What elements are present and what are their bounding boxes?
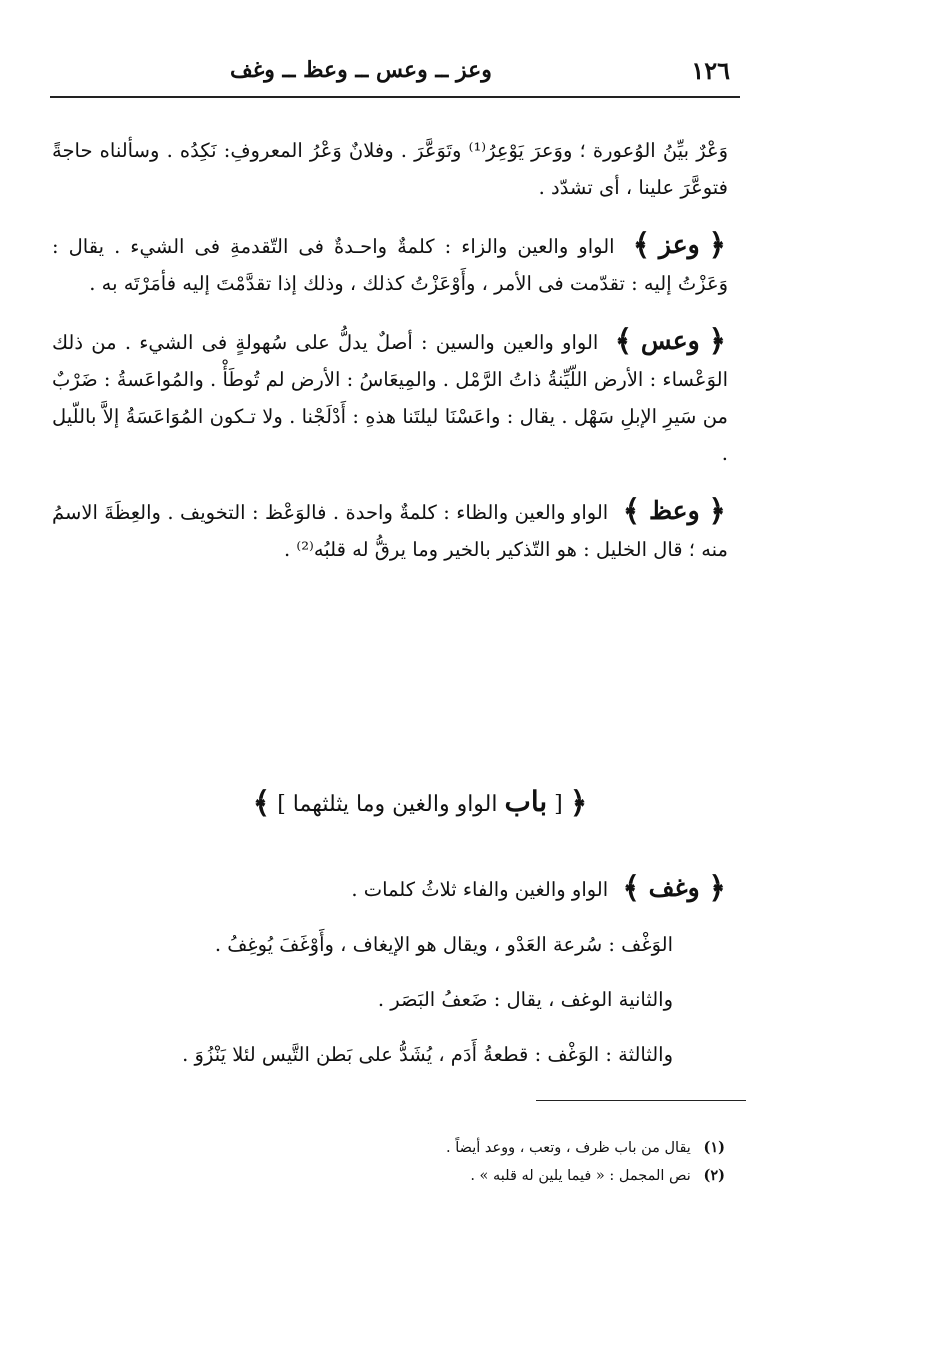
footnote-number: (٢) bbox=[703, 1167, 725, 1184]
paragraph-line: وَعْرٌ بيِّنُ الوُعورة ؛ ووَعرَ يَوْعِرُ⁽¹⁾ وتَوَعَّرَ . وفلانٌ وَعْرُ المعروفِ: نَكِدُه . bbox=[166, 139, 729, 162]
main-text bbox=[52, 132, 728, 568]
entry-waz bbox=[52, 226, 728, 302]
paragraph-line: وسألناه حاجةً فتوعَّرَ علينا ، أى تشدّد . bbox=[52, 139, 728, 199]
footnote-number: (١) bbox=[703, 1139, 725, 1156]
running-head: وعز ــ وعس ــ وعظ ــ وغف bbox=[230, 57, 492, 83]
chapter-title: ﴿ [ باب الواو والغين وما يثلثهما ] ﴾ bbox=[252, 785, 588, 821]
headword: ﴿ وعز ﴾ bbox=[632, 228, 727, 263]
entry-definition: والعِظَةَ الاسمُ منه ؛ قال الخليل : هو التّذكير بالخير وما يرقُّ له قلبُه⁽²⁾ . bbox=[52, 501, 728, 561]
footnote bbox=[280, 1162, 725, 1190]
entry-definition: الواو والعين والظاء : كلمةٌ واحدة . فالوَعْظ : التخويف . bbox=[167, 501, 609, 524]
footnote-text: نص المجمل : « فيما يلين له قلبه » . bbox=[470, 1168, 691, 1184]
entry-line: والثالثة : الوَغْف : قطعةُ أَدَم ، يُشَدُّ على بَطن التَّيس لئلا يَنْزُوَ . bbox=[182, 1043, 673, 1066]
entry-definition: الواو والعين والزاء : كلمةٌ واحـدةٌ فى التّقدمةِ فى الشيء . bbox=[114, 235, 615, 258]
paragraph-continuation bbox=[52, 132, 728, 206]
entry-definition: الواو والعين والسين : أصلٌ يدلُّ على سُهولةٍ فى الشيء . bbox=[124, 331, 599, 354]
entry-was bbox=[52, 322, 728, 472]
entry-definition: يقال : وَعَزْتُ إليه : تقدّمت فى الأمر ، وأَوْعَزْتُ كذلك ، وذلك إذا تقدَّمْتَ إليه فأمَرْتَه به . bbox=[52, 235, 728, 295]
entry-wagf bbox=[120, 860, 728, 1082]
headword: ﴿ وعس ﴾ bbox=[614, 324, 727, 359]
page-header bbox=[230, 52, 730, 88]
header-rule bbox=[50, 96, 740, 98]
entry-definition: الواو والغين والفاء ثلاثُ كلمات . bbox=[351, 878, 609, 901]
chapter-bab: باب bbox=[504, 785, 548, 818]
entry-waz-dh bbox=[52, 492, 728, 568]
headword: ﴿ وغف ﴾ bbox=[622, 871, 726, 906]
headword: ﴿ وعظ ﴾ bbox=[622, 494, 726, 529]
footnote bbox=[280, 1134, 725, 1162]
page-number: ١٢٦ bbox=[691, 55, 730, 85]
footnote-rule bbox=[536, 1100, 746, 1101]
entry-definition: من ذلك الوَعْساء : الأرض اللّيِّنةُ ذاتُ الرَّمْل . والمِيعَاسُ : الأرض لم تُوطَأْ . والمُواعَسةُ : ضَرْبٌ من سَيرِ الإبلِ سَهْل . يقال : واعَسْنَا ليلتَنا هذهِ : أَدْلَجْنا . ولا تـكون المُوَاعَسَةُ إلاَّ باللّيل . bbox=[52, 331, 728, 465]
entry-line: والثانية الوغف ، يقال : ضَعفُ البَصَر . bbox=[377, 988, 673, 1011]
footnote-text: يقال من باب ظرف ، وتعب ، ووعد أيضاً . bbox=[445, 1140, 691, 1156]
entry-line: الوَغْف : سُرعة العَدْو ، ويقال هو الإيغاف ، وأَوْغَفَ يُوغِفُ . bbox=[214, 933, 673, 956]
chapter-subject: الواو والغين وما يثلثهما bbox=[292, 792, 498, 817]
footnotes bbox=[280, 1134, 725, 1190]
